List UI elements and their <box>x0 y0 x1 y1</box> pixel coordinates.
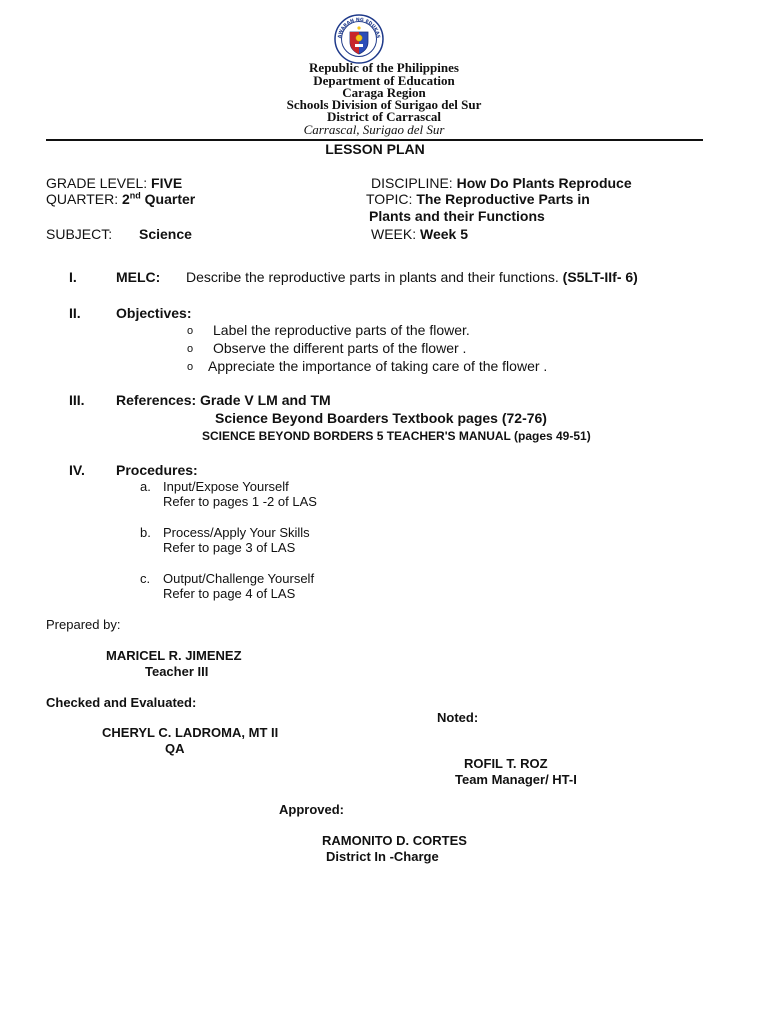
topic-value-1: The Reproductive Parts in <box>416 191 590 207</box>
subject-label: SUBJECT: <box>46 226 113 242</box>
references-manual: SCIENCE BEYOND BORDERS 5 TEACHER'S MANUAL (pages 49-51) <box>202 429 591 443</box>
procedure-letter: b. <box>140 525 151 540</box>
quarter-label: QUARTER: <box>46 191 122 207</box>
grade-label: GRADE LEVEL: <box>46 175 152 191</box>
noter-name: ROFIL T. ROZ <box>464 756 548 771</box>
procedure-letter: a. <box>140 479 151 494</box>
procedure-ref: Refer to page 3 of LAS <box>163 540 296 555</box>
approver-title: District In -Charge <box>326 849 439 864</box>
week-label: WEEK: <box>371 226 421 242</box>
approved-label: Approved: <box>279 802 344 817</box>
header-location: Carrascal, Surigao del Sur <box>303 122 445 137</box>
checker-name: CHERYL C. LADROMA, MT II <box>102 725 279 740</box>
procedure-title: Output/Challenge Yourself <box>163 571 315 586</box>
subject <box>46 226 112 242</box>
melc-label: MELC: <box>116 269 161 285</box>
objective-bullet: o <box>187 343 194 355</box>
procedure-title: Input/Expose Yourself <box>163 479 289 494</box>
objective-bullet: o <box>187 361 194 373</box>
quarter-sup: nd <box>129 190 141 201</box>
procedures-label: Procedures: <box>116 462 198 478</box>
approver-name: RAMONITO D. CORTES <box>322 833 467 848</box>
section-number-references: III. <box>69 392 85 408</box>
melc-text <box>186 269 638 285</box>
week-value: Week 5 <box>420 226 469 242</box>
header-region: Caraga Region <box>342 85 426 100</box>
prepared-by-label: Prepared by: <box>46 617 121 632</box>
grade-level <box>46 175 182 191</box>
page-title: LESSON PLAN <box>325 141 425 157</box>
noted-label: Noted: <box>437 710 479 725</box>
checker-title: QA <box>165 741 185 756</box>
quarter-word: Quarter <box>140 191 196 207</box>
topic-label: TOPIC: <box>366 191 417 207</box>
noter-title: Team Manager/ HT-I <box>455 772 577 787</box>
week <box>371 226 468 242</box>
section-number-procedures: IV. <box>69 462 85 478</box>
references-textbook: Science Beyond Boarders Textbook pages (72-76) <box>215 410 547 426</box>
objective-item: Label the reproductive parts of the flower. <box>213 322 470 338</box>
procedure-ref: Refer to pages 1 -2 of LAS <box>163 494 317 509</box>
section-number-objectives: II. <box>69 305 81 321</box>
discipline-label: DISCIPLINE: <box>371 175 457 191</box>
header-republic: Republic of the Philippines <box>309 60 459 75</box>
melc-description: Describe the reproductive parts in plants and their functions. <box>186 269 559 285</box>
references-label: References: Grade V LM and TM <box>116 392 331 408</box>
discipline <box>371 175 632 191</box>
preparer-title: Teacher III <box>145 664 209 679</box>
discipline-value: How Do Plants Reproduce <box>456 175 632 191</box>
subject-value: Science <box>139 226 192 242</box>
grade-value: FIVE <box>151 175 183 191</box>
header-district: District of Carrascal <box>326 109 442 124</box>
topic <box>366 191 590 207</box>
objective-item: Appreciate the importance of taking care of the flower . <box>208 358 548 374</box>
quarter <box>46 191 195 207</box>
procedure-title: Process/Apply Your Skills <box>163 525 310 540</box>
svg-text:KAGAWARAN NG EDUKASYON: AWARAN NG EDUKAS <box>337 17 381 39</box>
objective-bullet: o <box>187 325 194 337</box>
deped-seal-logo <box>334 14 384 64</box>
objective-item: Observe the different parts of the flower . <box>213 340 467 356</box>
section-number-melc: I. <box>69 269 77 285</box>
procedure-ref: Refer to page 4 of LAS <box>163 586 296 601</box>
topic-value-2: Plants and their Functions <box>369 208 545 224</box>
objectives-label: Objectives: <box>116 305 192 321</box>
header-department: Department of Education <box>313 73 455 88</box>
header-division: Schools Division of Surigao del Sur <box>286 97 482 112</box>
procedure-letter: c. <box>140 571 151 586</box>
melc-code: (S5LT-IIf- 6) <box>562 269 638 285</box>
preparer-name: MARICEL R. JIMENEZ <box>106 648 242 663</box>
quarter-num: 2 <box>121 191 130 207</box>
checked-label: Checked and Evaluated: <box>46 695 197 710</box>
